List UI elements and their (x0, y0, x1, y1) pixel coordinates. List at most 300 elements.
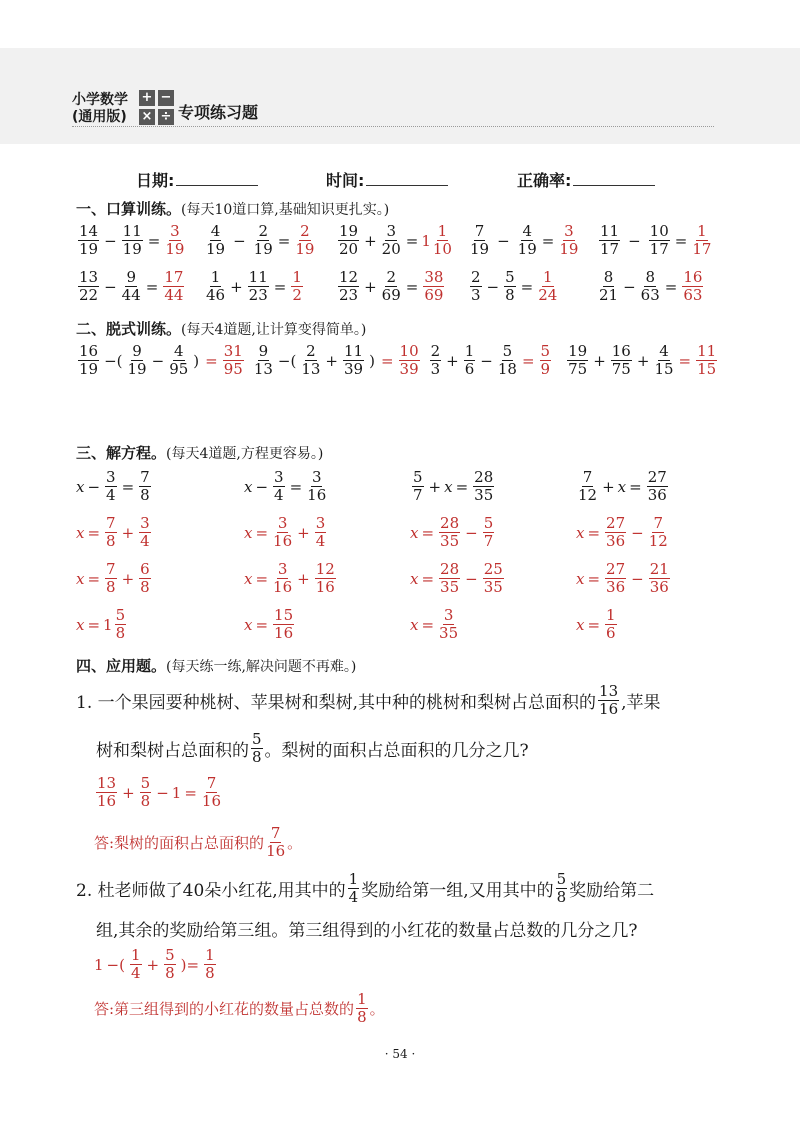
fraction (223, 344, 244, 377)
fraction (464, 344, 476, 377)
text: x (76, 477, 85, 496)
numerator: 9 (258, 342, 269, 360)
denominator: 4 (274, 486, 284, 504)
topic-title: 专项练习题 (178, 103, 259, 122)
numerator: 5 (115, 606, 126, 624)
numerator: 4 (210, 222, 221, 240)
equation-3-result (410, 608, 460, 641)
fraction (206, 224, 225, 257)
numerator: 2 (300, 222, 310, 240)
step-calc-row (76, 344, 719, 377)
fraction (518, 224, 537, 257)
fraction (169, 344, 188, 377)
oral-row-2 (76, 270, 186, 303)
denominator: 4 (140, 532, 150, 550)
numerator: 6 (140, 560, 150, 578)
denominator: 19 (127, 360, 147, 378)
numerator: 28 (440, 514, 460, 532)
fraction (649, 562, 670, 595)
numerator: 28 (440, 560, 460, 578)
operator: = (87, 523, 101, 542)
answer-fraction (165, 224, 184, 257)
operator: + (230, 277, 243, 296)
operator: + (593, 351, 606, 370)
numerator: 10 (399, 342, 419, 360)
operator: = (184, 783, 197, 802)
text: x (410, 523, 419, 542)
fraction (122, 270, 141, 303)
accuracy-blank (573, 171, 655, 186)
fraction (273, 608, 294, 641)
brand-line2: (通用版) (72, 109, 127, 125)
operator: = (455, 477, 469, 496)
denominator: 12 (648, 532, 668, 550)
denominator: 4 (315, 532, 326, 550)
minus-icon: − (158, 90, 174, 106)
text: x (76, 569, 85, 588)
fraction (163, 270, 184, 303)
section2-title: 二、脱式训练。 (76, 320, 182, 338)
operator: )= (180, 955, 200, 974)
text: 奖励给第一组,又用其中的 (361, 881, 554, 901)
numerator: 17 (164, 268, 184, 286)
fraction (641, 270, 660, 303)
text: 1 (94, 955, 104, 974)
denominator: 46 (206, 286, 226, 304)
numerator: 12 (315, 560, 335, 578)
time-blank (366, 171, 448, 186)
operator: + (297, 523, 310, 542)
numerator: 1 (348, 870, 359, 888)
accuracy-field (517, 168, 655, 191)
fraction (78, 270, 99, 303)
numerator: 2 (306, 342, 316, 360)
fraction (315, 516, 327, 549)
fraction (649, 516, 668, 549)
equation-2-step2 (244, 562, 338, 595)
oral-row-1 (76, 224, 186, 257)
operator: − (87, 477, 101, 496)
fraction (540, 344, 552, 377)
denominator: 8 (357, 1008, 367, 1026)
fraction (248, 270, 269, 303)
fraction (599, 224, 620, 257)
fraction (439, 608, 458, 641)
oral-item (468, 224, 580, 257)
text: 答:第三组得到的小红花的数量占总数的 (94, 1000, 355, 1018)
denominator: 8 (205, 964, 215, 982)
section3-note: (每天4道题,方程更容易。) (166, 446, 324, 462)
numerator: 12 (339, 268, 359, 286)
denominator: 35 (474, 486, 494, 504)
equation-3-step1 (410, 516, 496, 549)
numerator: 1 (357, 990, 367, 1008)
operator: −( (106, 955, 125, 974)
numerator: 3 (564, 222, 574, 240)
operator: + (446, 351, 459, 370)
text: 2. 杜老师做了40朵小红花,用其中的 (76, 881, 346, 901)
fraction (251, 732, 263, 765)
denominator: 39 (344, 360, 364, 378)
numerator: 11 (248, 268, 268, 286)
text: x (244, 615, 253, 634)
operators-logo (139, 90, 175, 128)
operator: − (465, 523, 478, 542)
fraction (266, 826, 285, 859)
text: x (617, 477, 627, 496)
denominator: 19 (295, 240, 315, 258)
denominator: 21 (599, 286, 619, 304)
oral-item (597, 270, 705, 303)
plus-icon: + (139, 90, 155, 106)
equation-4-step2 (576, 562, 672, 595)
numerator: 14 (79, 222, 99, 240)
date-label: 日期: (136, 171, 175, 190)
denominator: 35 (439, 624, 459, 642)
fraction (105, 516, 117, 549)
operator: ) (193, 351, 200, 370)
fraction (470, 270, 482, 303)
numerator: 7 (106, 514, 116, 532)
fraction (206, 270, 225, 303)
numerator: 5 (502, 342, 513, 360)
denominator: 8 (106, 578, 116, 596)
fraction (96, 776, 117, 809)
operator: = (664, 277, 678, 296)
denominator: 10 (432, 240, 452, 258)
fraction (78, 344, 99, 377)
fraction (164, 948, 176, 981)
denominator: 4 (348, 888, 359, 906)
numerator: 8 (645, 268, 655, 286)
equation-4-result (576, 608, 619, 641)
operator: − (104, 231, 117, 250)
fraction (696, 344, 717, 377)
fraction (470, 224, 489, 257)
operator: = (520, 277, 534, 296)
fraction (382, 224, 401, 257)
fraction (315, 562, 336, 595)
text: 答:梨树的面积占总面积的 (94, 834, 265, 852)
operator: − (480, 351, 493, 370)
text: x (76, 523, 85, 542)
brand-line1: 小学数学 (72, 92, 128, 108)
denominator: 18 (497, 360, 517, 378)
numerator: 5 (505, 268, 515, 286)
divide-icon: ÷ (158, 109, 174, 125)
denominator: 24 (538, 286, 558, 304)
equation-1-result (76, 608, 128, 641)
numerator: 2 (258, 222, 268, 240)
numerator: 13 (97, 774, 117, 792)
equation-4 (576, 470, 670, 503)
denominator: 95 (169, 360, 189, 378)
fraction (605, 608, 617, 641)
fraction (105, 562, 117, 595)
numerator: 3 (106, 468, 116, 486)
operator: = (87, 569, 101, 588)
operator: + (428, 477, 442, 496)
numerator: 9 (126, 268, 136, 286)
text: x (244, 569, 253, 588)
denominator: 63 (683, 286, 703, 304)
text: 奖励给第二 (569, 881, 655, 901)
operator: + (297, 569, 310, 588)
operator: = (277, 231, 291, 250)
text: 1 (171, 783, 182, 802)
denominator: 36 (649, 578, 669, 596)
fraction (423, 270, 444, 303)
fraction (538, 270, 557, 303)
operator: = (521, 351, 535, 370)
denominator: 22 (79, 286, 99, 304)
fraction (105, 470, 117, 503)
equation-2 (244, 470, 328, 503)
oral-item (597, 224, 713, 257)
denominator: 8 (140, 486, 150, 504)
header-divider (72, 126, 714, 127)
numerator: 4 (173, 342, 184, 360)
denominator: 44 (121, 286, 141, 304)
accuracy-label: 正确率: (517, 171, 572, 190)
numerator: 13 (79, 268, 99, 286)
denominator: 16 (97, 792, 117, 810)
numerator: 16 (683, 268, 703, 286)
numerator: 11 (697, 342, 717, 360)
denominator: 2 (292, 286, 302, 304)
problem2-line2 (96, 916, 638, 941)
denominator: 39 (399, 360, 419, 378)
equation-3-step2 (410, 562, 506, 595)
fraction (399, 344, 420, 377)
text: x (76, 615, 85, 634)
operator: − (104, 277, 117, 296)
numerator: 11 (122, 222, 142, 240)
denominator: 17 (692, 240, 712, 258)
numerator: 27 (647, 468, 667, 486)
fraction (654, 344, 673, 377)
operator: + (325, 351, 338, 370)
numerator: 3 (311, 468, 322, 486)
fraction (556, 872, 568, 905)
numerator: 1 (130, 946, 141, 964)
fraction (599, 270, 618, 303)
fraction (504, 270, 516, 303)
fraction (338, 270, 359, 303)
date-field (136, 168, 258, 191)
section1-title: 一、口算训练。 (76, 200, 182, 218)
denominator: 17 (649, 240, 669, 258)
numerator: 4 (659, 342, 669, 360)
denominator: 15 (697, 360, 717, 378)
fraction (122, 224, 143, 257)
equation-1 (76, 470, 153, 503)
denominator: 8 (165, 964, 175, 982)
fraction (254, 224, 273, 257)
numerator: 38 (424, 268, 444, 286)
numerator: 7 (474, 222, 485, 240)
denominator: 16 (274, 624, 294, 642)
fraction (115, 608, 127, 641)
fraction (433, 224, 452, 257)
denominator: 4 (106, 486, 116, 504)
fraction (439, 516, 460, 549)
fraction (430, 344, 442, 377)
denominator: 9 (540, 360, 551, 378)
text: x (410, 615, 419, 634)
denominator: 4 (130, 964, 141, 982)
operator: = (587, 615, 601, 634)
denominator: 16 (273, 578, 293, 596)
fraction (338, 224, 359, 257)
fraction (611, 344, 632, 377)
numerator: 21 (649, 560, 669, 578)
operator: = (405, 231, 419, 250)
denominator: 8 (505, 286, 515, 304)
denominator: 63 (640, 286, 660, 304)
operator: + (364, 277, 377, 296)
denominator: 8 (140, 792, 151, 810)
numerator: 1 (205, 946, 215, 964)
brand-title (72, 92, 128, 126)
denominator: 23 (248, 286, 268, 304)
operator: + (122, 783, 135, 802)
operator: − (631, 523, 644, 542)
fraction (649, 224, 670, 257)
section4-title: 四、应用题。 (76, 657, 167, 675)
fraction (692, 224, 711, 257)
equation-1-step1 (76, 516, 153, 549)
numerator: 1 (437, 222, 448, 240)
denominator: 95 (223, 360, 243, 378)
denominator: 7 (413, 486, 423, 504)
date-blank (176, 171, 258, 186)
operator: = (674, 231, 688, 250)
fraction (605, 516, 626, 549)
numerator: 3 (170, 222, 180, 240)
operator: = (87, 615, 101, 634)
operator: = (380, 351, 394, 370)
section4-note: (每天练一练,解决问题不再难。) (166, 659, 357, 675)
fraction (307, 470, 326, 503)
denominator: 36 (647, 486, 667, 504)
operator: = (273, 277, 287, 296)
section1-note: (每天10道口算,基础知识更扎实。) (181, 202, 390, 218)
operator: = (587, 569, 601, 588)
denominator: 6 (606, 624, 616, 642)
denominator: 36 (606, 578, 626, 596)
operator: − (486, 277, 500, 296)
operator: + (364, 231, 377, 250)
numerator: 27 (606, 514, 626, 532)
fraction (204, 948, 216, 981)
numerator: 11 (344, 342, 364, 360)
equation-2-step1 (244, 516, 328, 549)
problem2-line1 (76, 872, 654, 905)
operator: + (602, 477, 615, 496)
numerator: 16 (79, 342, 99, 360)
numerator: 15 (274, 606, 294, 624)
numerator: 11 (600, 222, 620, 240)
denominator: 23 (339, 286, 359, 304)
fraction (412, 470, 424, 503)
page-number: · 54 · (384, 1047, 416, 1061)
numerator: 1 (697, 222, 707, 240)
fraction (273, 562, 292, 595)
section3-heading (76, 442, 323, 463)
text: 。 (369, 1000, 385, 1018)
section1-heading (76, 198, 389, 219)
problem1-line1 (76, 684, 661, 717)
numerator: 4 (522, 222, 532, 240)
fraction (605, 562, 626, 595)
numerator: 5 (540, 342, 551, 360)
fraction (483, 516, 495, 549)
time-field (326, 168, 448, 191)
operator: + (146, 955, 160, 974)
text: 。 (287, 834, 303, 852)
problem2-work (94, 948, 218, 981)
denominator: 19 (165, 240, 185, 258)
numerator: 1 (292, 268, 302, 286)
fraction (301, 344, 320, 377)
operator: − (156, 783, 169, 802)
fraction (382, 270, 401, 303)
fraction (682, 270, 703, 303)
numerator: 5 (483, 514, 494, 532)
denominator: 19 (206, 240, 226, 258)
operator: − (623, 277, 636, 296)
denominator: 6 (464, 360, 475, 378)
text: 树和梨树占总面积的 (96, 741, 249, 761)
section4-heading (76, 655, 356, 676)
fraction (291, 270, 303, 303)
denominator: 20 (381, 240, 401, 258)
denominator: 19 (122, 240, 142, 258)
numerator: 3 (277, 514, 288, 532)
denominator: 75 (611, 360, 631, 378)
numerator: 5 (556, 870, 567, 888)
numerator: 25 (483, 560, 503, 578)
fraction (578, 470, 597, 503)
fraction (139, 516, 151, 549)
fraction (273, 516, 292, 549)
operator: −( (277, 351, 297, 370)
operator: = (121, 477, 135, 496)
section3-title: 三、解方程。 (76, 444, 167, 462)
operator: − (255, 477, 269, 496)
operator: = (421, 569, 435, 588)
operator: = (587, 523, 601, 542)
fraction (356, 992, 368, 1025)
problem1-work (94, 776, 223, 809)
numerator: 2 (471, 268, 481, 286)
time-label: 时间: (326, 171, 365, 190)
operator: − (465, 569, 478, 588)
denominator: 35 (440, 532, 460, 550)
denominator: 16 (599, 700, 619, 718)
denominator: 17 (600, 240, 620, 258)
numerator: 1 (464, 342, 475, 360)
section2-note: (每天4道题,让计算变得简单。) (181, 322, 367, 338)
fraction (567, 344, 588, 377)
operator: = (145, 277, 159, 296)
denominator: 35 (483, 578, 503, 596)
denominator: 16 (307, 486, 327, 504)
operator: = (205, 351, 218, 370)
problem2-answer (94, 992, 385, 1025)
denominator: 8 (252, 748, 262, 766)
